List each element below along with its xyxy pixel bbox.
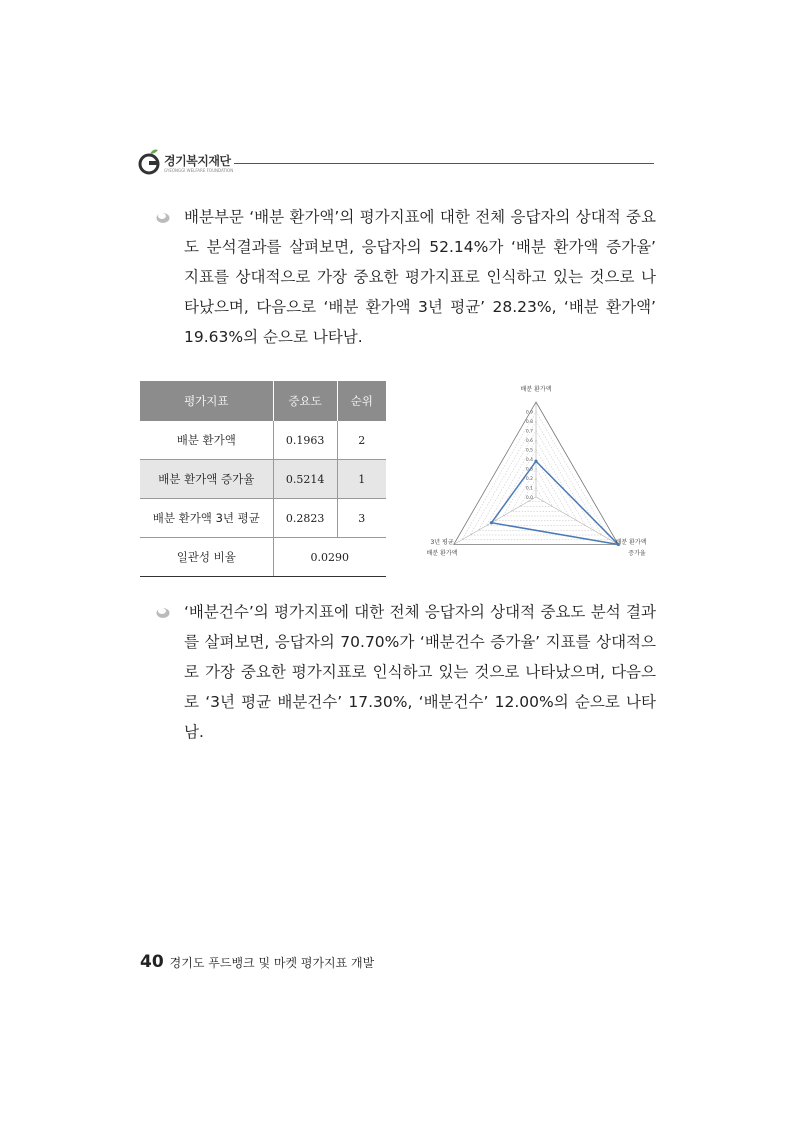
cell-consistency-value: 0.0290: [273, 538, 386, 577]
cell-indicator: 배분 환가액 증가율: [140, 460, 273, 499]
cell-importance: 0.2823: [273, 499, 337, 538]
axis-label-left-line2: 배분 환가액: [426, 550, 458, 557]
paragraph-1-text: 배분부문 ‘배분 환가액’의 평가지표에 대한 전체 응답자의 상대적 중요도 분석결과를 살펴보면, 응답자의 52.14%가 ‘배분 환가액 증가율’ 지표를 상대적으로 가장 중요한 평가지표로 인식하고 있는 것으로 나타났으며, 다음으로 ‘배분 환가액 3년 평균’ 28.23%, ‘배분 환가액’ 19.63%의 순으로 나타남.: [184, 208, 656, 346]
radar-data-point: [490, 521, 493, 524]
paragraph-2: [156, 597, 656, 747]
radar-tick-label: 0.5: [525, 448, 533, 454]
paragraph-1: [156, 202, 656, 352]
paragraph-2-text: ‘배분건수’의 평가지표에 대한 전체 응답자의 상대적 중요도 분석 결과를 살펴보면, 응답자의 70.70%가 ‘배분건수 증가율’ 지표를 상대적으로 가장 중요한 평가지표로 인식하고 있는 것으로 나타났으며, 다음으로 ‘3년 평균 배분건수’ 17.30%, ‘배분건수’ 12.00%의 순으로 나타남.: [184, 603, 656, 741]
page-number: 40: [140, 952, 164, 972]
col-indicator: 평가지표: [140, 381, 273, 421]
radar-tick-label: 0.4: [525, 458, 533, 463]
table-row: [140, 460, 386, 499]
table-row: [140, 499, 386, 538]
radar-tick-label: 0.6: [525, 439, 533, 444]
radar-tick-label: 0.9: [525, 410, 533, 416]
header-rule: [234, 163, 654, 164]
table-row: [140, 421, 386, 460]
radar-tick-label: 0.3: [525, 467, 533, 473]
cell-importance: 0.1963: [273, 421, 337, 460]
radar-data-point: [534, 460, 537, 463]
col-importance: 중요도: [273, 381, 337, 421]
radar-tick-label: 0.0: [525, 496, 533, 501]
page-header: [138, 148, 654, 178]
org-name: 경기복지재단: [164, 154, 231, 168]
radar-tick-label: 0.8: [525, 420, 533, 425]
org-subtitle: GYEONGGI WELFARE FOUNDATION: [164, 168, 234, 173]
radar-tick-label: 0.2: [525, 477, 533, 482]
axis-label-left-line1: 3년 평균: [430, 539, 454, 546]
foundation-logo-icon: [138, 148, 160, 176]
table-row: [140, 538, 386, 577]
cell-rank: 2: [337, 421, 386, 460]
cell-rank: 1: [337, 460, 386, 499]
page-footer: [140, 952, 374, 972]
axis-label-right-line2: 증가율: [628, 550, 646, 557]
importance-table: [140, 381, 386, 577]
cell-indicator: 배분 환가액: [140, 421, 273, 460]
cell-rank: 3: [337, 499, 386, 538]
radar-tick-labels: [526, 410, 533, 502]
radar-chart: [415, 380, 665, 570]
col-rank: 순위: [337, 381, 386, 421]
axis-label-right-line1: 배분 환가액: [615, 539, 647, 546]
table-header-row: [140, 381, 386, 421]
bullet-icon: [156, 210, 170, 224]
radar-tick-label: 0.1: [525, 486, 533, 492]
footer-title: 경기도 푸드뱅크 및 마켓 평가지표 개발: [169, 956, 375, 970]
cell-indicator: 배분 환가액 3년 평균: [140, 499, 273, 538]
bullet-icon: [156, 605, 170, 619]
cell-consistency-label: 일관성 비율: [140, 538, 273, 577]
radar-tick-label: 0.7: [525, 429, 533, 435]
radar-grid: [454, 402, 619, 545]
axis-label-top-line1: 배분 환가액: [520, 386, 552, 393]
radar-series-polygon: [491, 461, 618, 544]
cell-importance: 0.5214: [273, 460, 337, 499]
